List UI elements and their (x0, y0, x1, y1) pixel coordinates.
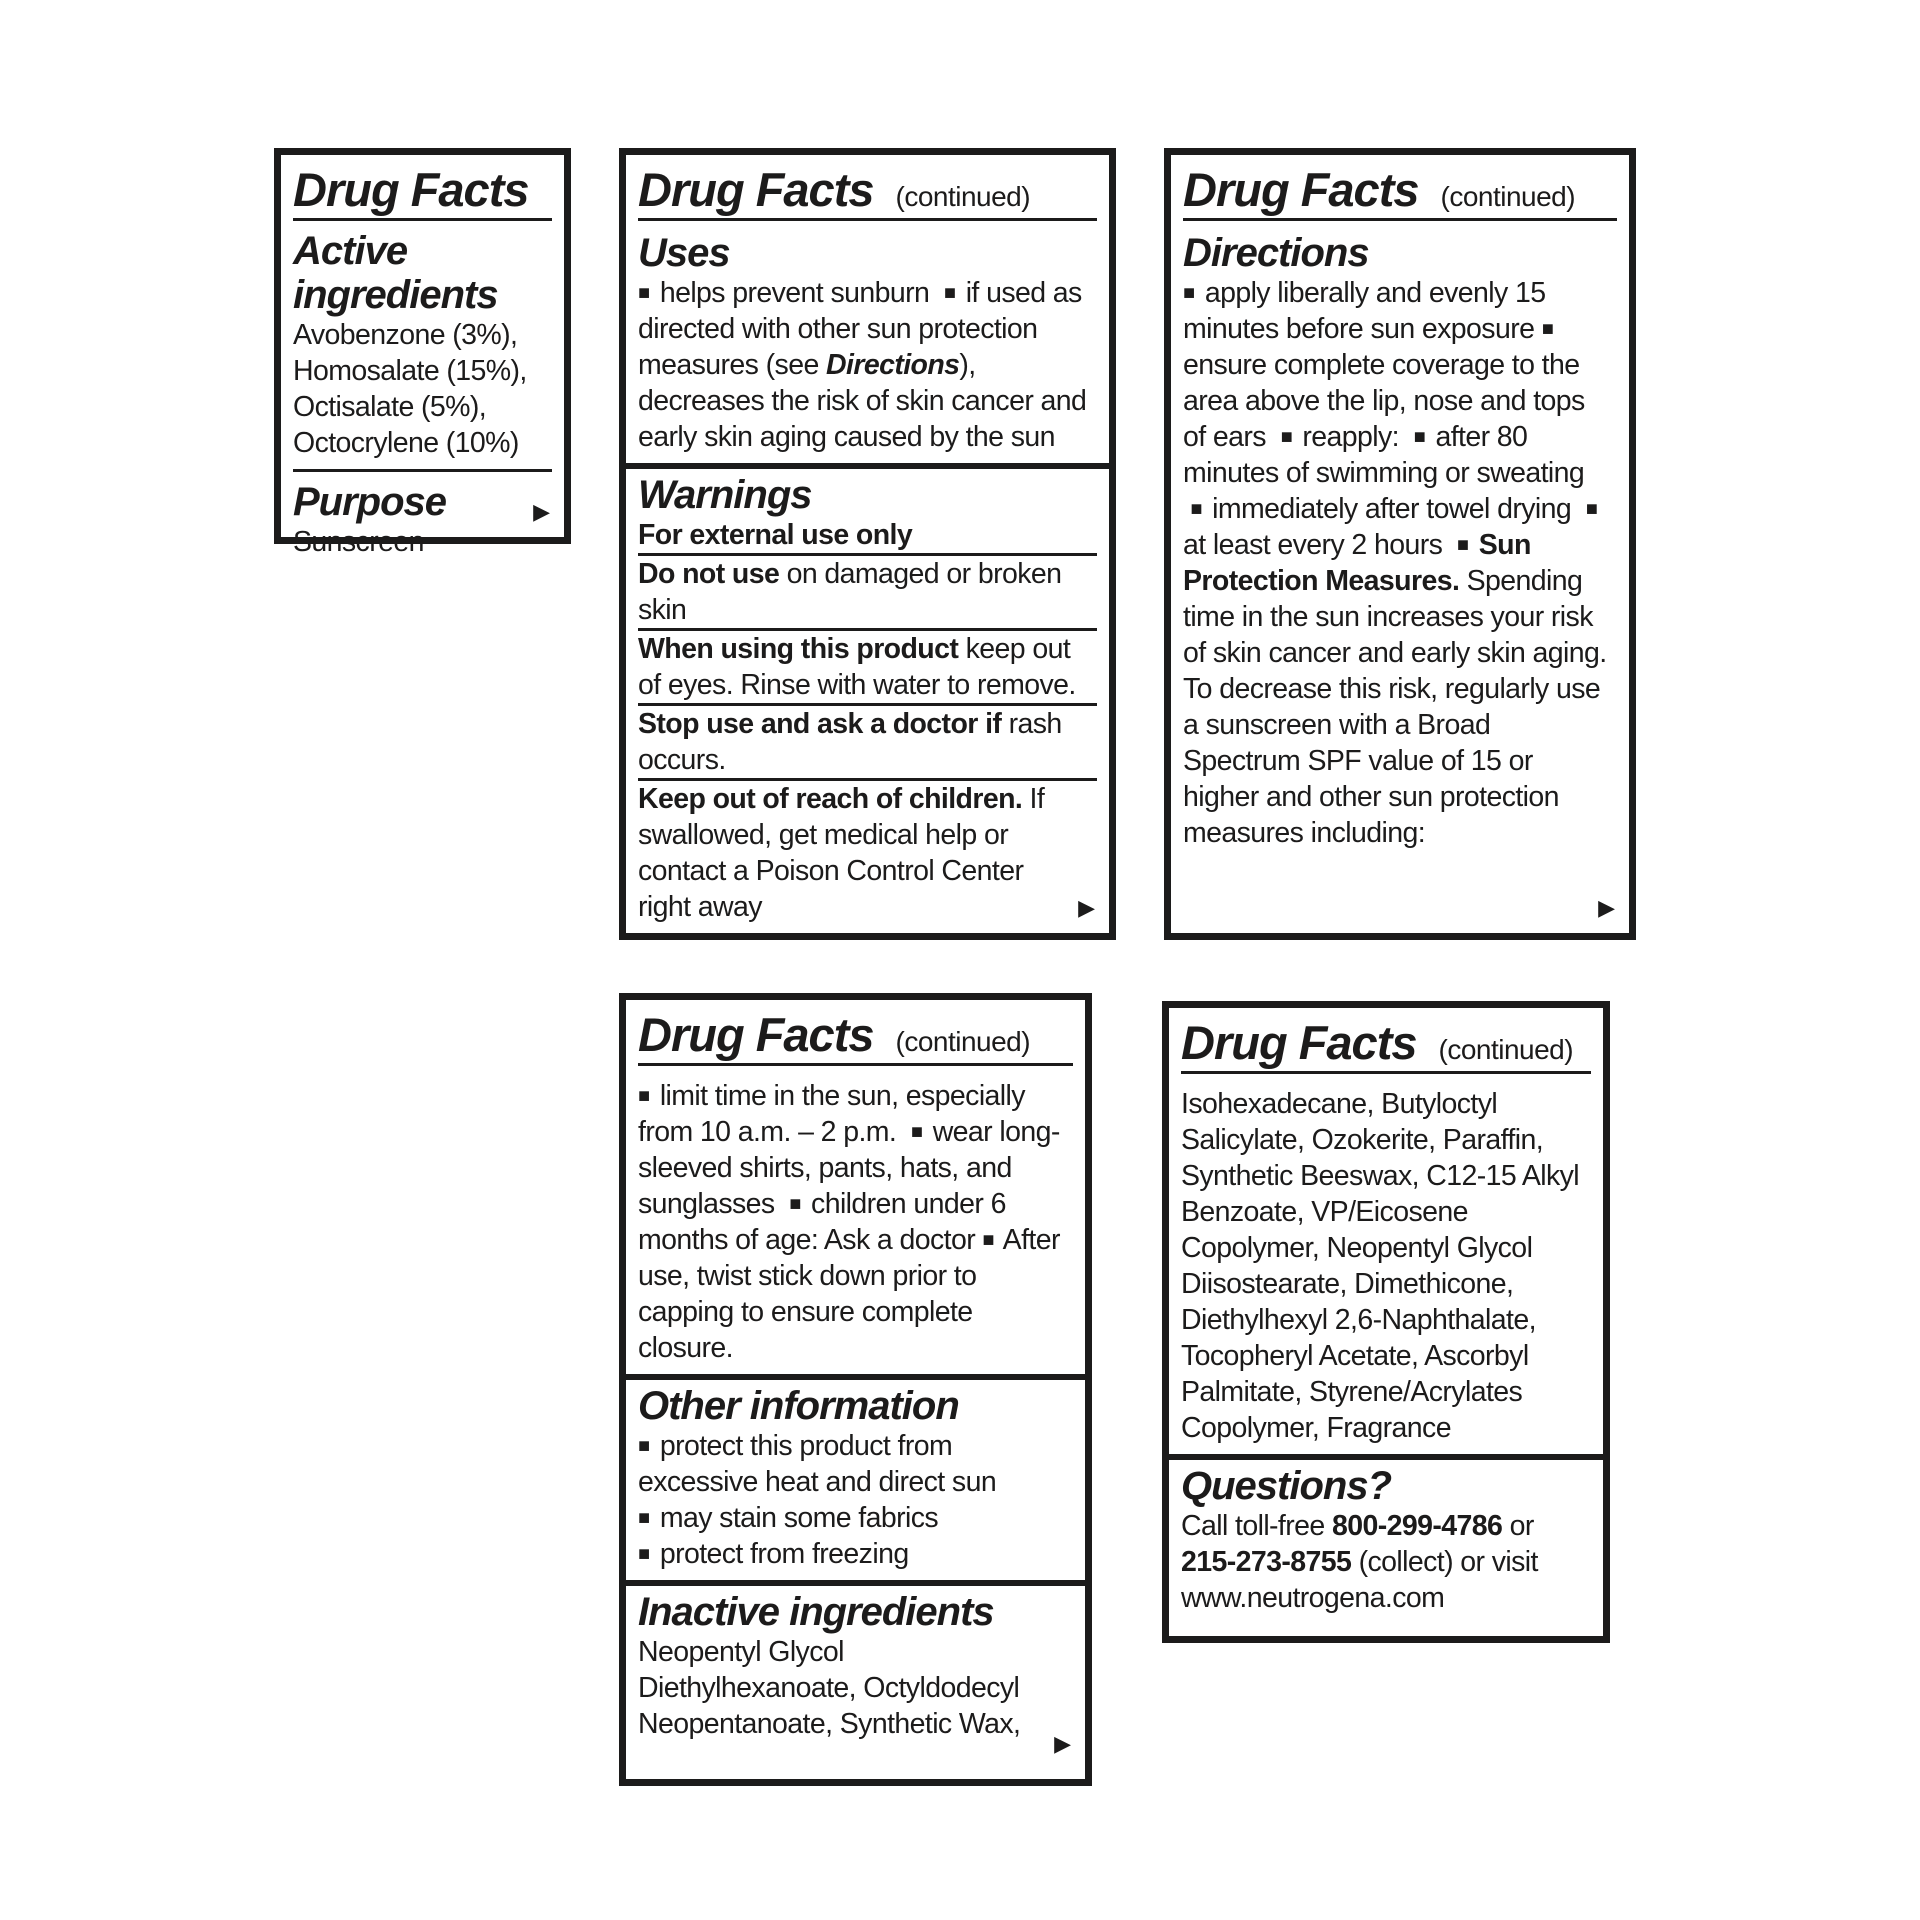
drug-facts-panel-1 (274, 148, 571, 559)
ingredient-line: Benzoate, VP/Eicosene (1181, 1196, 1468, 1229)
collect-label: (collect) or visit (1358, 1546, 1538, 1579)
ingredient-line: Palmitate, Styrene/Acrylates (1181, 1376, 1523, 1409)
other-information-text (638, 1428, 1073, 1572)
square-bullet-icon: ■ (1541, 318, 1554, 341)
warning-label: Stop use and ask a doctor if (638, 708, 1002, 741)
continue-arrow-icon: ▶ (1598, 895, 1615, 920)
ingredient-line: Copolymer, Neopentyl Glycol (1181, 1232, 1533, 1265)
warning-text: on damaged or broken skin (638, 558, 1062, 627)
inactive-ingredients-heading: Inactive ingredients (638, 1590, 994, 1635)
directions-reference: Directions (826, 349, 960, 382)
section-divider (1169, 1454, 1603, 1460)
direction-item: apply liberally and evenly 15 minutes before sun exposure (1183, 277, 1546, 346)
do-not-use-warning (638, 556, 1097, 628)
drug-facts-panel-4 (619, 993, 1092, 1786)
keep-out-of-reach-warning (638, 781, 1097, 925)
ingredient-line: Diethylhexanoate, Octyldodecyl (638, 1672, 1020, 1705)
square-bullet-icon: ■ (1280, 426, 1293, 449)
direction-item: at least every 2 hours (1183, 529, 1443, 562)
section-divider (626, 1374, 1085, 1380)
inactive-ingredients-continued (1181, 1086, 1591, 1446)
sun-protection-label: Sun Protection Measures. (1183, 529, 1531, 598)
panel-title: Drug Facts (638, 163, 874, 216)
info-item (638, 1536, 1073, 1572)
square-bullet-icon: ■ (789, 1193, 801, 1216)
active-ingredients-list (293, 317, 552, 461)
questions-heading: Questions? (1181, 1464, 1392, 1509)
drug-facts-panel-3 (1164, 148, 1636, 940)
continued-label: (continued) (1440, 181, 1576, 212)
ingredient-line: Tocopheryl Acetate, Ascorbyl (1181, 1340, 1529, 1373)
warning-label: Keep out of reach of children. (638, 783, 1023, 816)
questions-text (1181, 1508, 1591, 1616)
square-bullet-icon: ■ (638, 1435, 650, 1458)
use-item: if used as directed with other sun protection measures (see (638, 277, 1082, 382)
info-item-text: protect this product from excessive heat and direct sun (638, 1430, 997, 1499)
direction-item: After use, twist stick down prior to capping to ensure complete closure. (638, 1224, 1060, 1365)
uses-text (638, 275, 1097, 455)
external-use-warning: For external use only (638, 519, 913, 552)
direction-item: children under 6 months of age: Ask a doctor (638, 1188, 1006, 1257)
active-ingredient: Octisalate (5%), (293, 391, 487, 424)
square-bullet-icon: ■ (638, 282, 650, 305)
phone-number-tollfree: 800-299-4786 (1331, 1510, 1503, 1543)
inactive-ingredients-list (638, 1634, 1073, 1742)
info-item-text: protect from freezing (659, 1538, 909, 1571)
panel-title: Drug Facts (293, 163, 529, 216)
direction-item: ensure complete coverage to the area above the lip, nose and tops of ears (1183, 349, 1585, 454)
section-divider (626, 1580, 1085, 1586)
continue-arrow-icon: ▶ (1078, 895, 1095, 920)
panel-title: Drug Facts (1181, 1016, 1417, 1069)
square-bullet-icon: ■ (638, 1085, 650, 1108)
directions-heading: Directions (1183, 231, 1369, 276)
stop-use-warning (638, 706, 1097, 778)
ingredient-line: Copolymer, Fragrance (1181, 1412, 1451, 1445)
active-ingredient: Octocrylene (10%) (293, 427, 519, 460)
uses-heading: Uses (638, 231, 730, 276)
active-ingredient: Avobenzone (3%), (293, 319, 518, 352)
warning-text: If swallowed, get medical help or contact a Poison Control Center right away (638, 783, 1045, 924)
warnings-heading: Warnings (638, 473, 812, 518)
continued-label: (continued) (895, 1026, 1031, 1057)
panel-title: Drug Facts (1183, 163, 1419, 216)
warning-label: Do not use (638, 558, 780, 591)
purpose-text: Sunscreen (293, 526, 424, 559)
warning-text: keep out of eyes. Rinse with water to remove. (638, 633, 1076, 702)
square-bullet-icon: ■ (1413, 426, 1426, 449)
info-item-text: may stain some fabrics (659, 1502, 939, 1535)
ingredient-line: Isohexadecane, Butyloctyl (1181, 1088, 1498, 1121)
drug-facts-panel-5 (1162, 1001, 1610, 1643)
direction-item: wear long-sleeved shirts, pants, hats, and sunglasses (638, 1116, 1060, 1221)
info-item (638, 1428, 1073, 1500)
call-label: Call toll-free (1181, 1510, 1325, 1543)
square-bullet-icon: ■ (1190, 498, 1202, 521)
when-using-warning (638, 631, 1097, 703)
ingredient-line: Neopentyl Glycol (638, 1636, 844, 1669)
square-bullet-icon: ■ (943, 282, 956, 305)
active-ingredients-heading: Active ingredients (293, 229, 498, 318)
active-ingredient: Homosalate (15%), (293, 355, 527, 388)
direction-item: reapply: (1302, 421, 1399, 454)
direction-item: limit time in the sun, especially from 10 a.m. – 2 p.m. (638, 1080, 1025, 1149)
panel-header (638, 165, 1097, 221)
warning-text: rash occurs. (638, 708, 1062, 777)
info-item (638, 1500, 1073, 1536)
ingredient-line: Synthetic Beeswax, C12-15 Alkyl (1181, 1160, 1580, 1193)
continued-label: (continued) (895, 181, 1031, 212)
square-bullet-icon: ■ (638, 1507, 650, 1530)
panel-header (1181, 1018, 1591, 1074)
use-item-end: ), decreases the risk of skin cancer and early skin aging caused by the sun (638, 349, 1087, 454)
continue-arrow-icon: ▶ (1054, 1731, 1071, 1756)
square-bullet-icon: ■ (1585, 498, 1598, 521)
square-bullet-icon: ■ (1183, 282, 1195, 305)
section-divider (626, 463, 1109, 469)
divider (293, 469, 552, 472)
continue-arrow-icon: ▶ (533, 499, 550, 524)
ingredient-line: Diethylhexyl 2,6-Naphthalate, (1181, 1304, 1536, 1337)
website: www.neutrogena.com (1181, 1582, 1445, 1615)
continued-label: (continued) (1438, 1034, 1574, 1065)
purpose-heading: Purpose (293, 480, 447, 525)
warning-label: When using this product (638, 633, 959, 666)
drug-facts-panel-2 (619, 148, 1116, 940)
ingredient-line: Salicylate, Ozokerite, Paraffin, (1181, 1124, 1544, 1157)
panel-header (293, 165, 552, 221)
ingredient-line: Neopentanoate, Synthetic Wax, (638, 1708, 1021, 1741)
panel-header (1183, 165, 1617, 221)
square-bullet-icon: ■ (1456, 534, 1469, 557)
directions-continued-text (638, 1078, 1073, 1366)
sun-protection-text: Spending time in the sun increases your risk of skin cancer and early skin aging. To decrease this risk, regularly use a sunscreen with a Broad Spectrum SPF value of 15 or higher and other sun protection measures including: (1183, 565, 1607, 850)
direction-item: after 80 minutes of swimming or sweating (1183, 421, 1585, 490)
direction-item: immediately after towel drying (1212, 493, 1572, 526)
square-bullet-icon: ■ (982, 1229, 994, 1252)
or-label: or (1509, 1510, 1534, 1543)
other-information-heading: Other information (638, 1384, 959, 1429)
panel-title: Drug Facts (638, 1008, 874, 1061)
square-bullet-icon: ■ (638, 1543, 650, 1566)
ingredient-line: Diisostearate, Dimethicone, (1181, 1268, 1514, 1301)
use-item: helps prevent sunburn (659, 277, 930, 310)
phone-number-collect: 215-273-8755 (1181, 1546, 1352, 1579)
panel-header (638, 1010, 1073, 1066)
directions-text (1183, 275, 1617, 851)
square-bullet-icon: ■ (910, 1121, 923, 1144)
